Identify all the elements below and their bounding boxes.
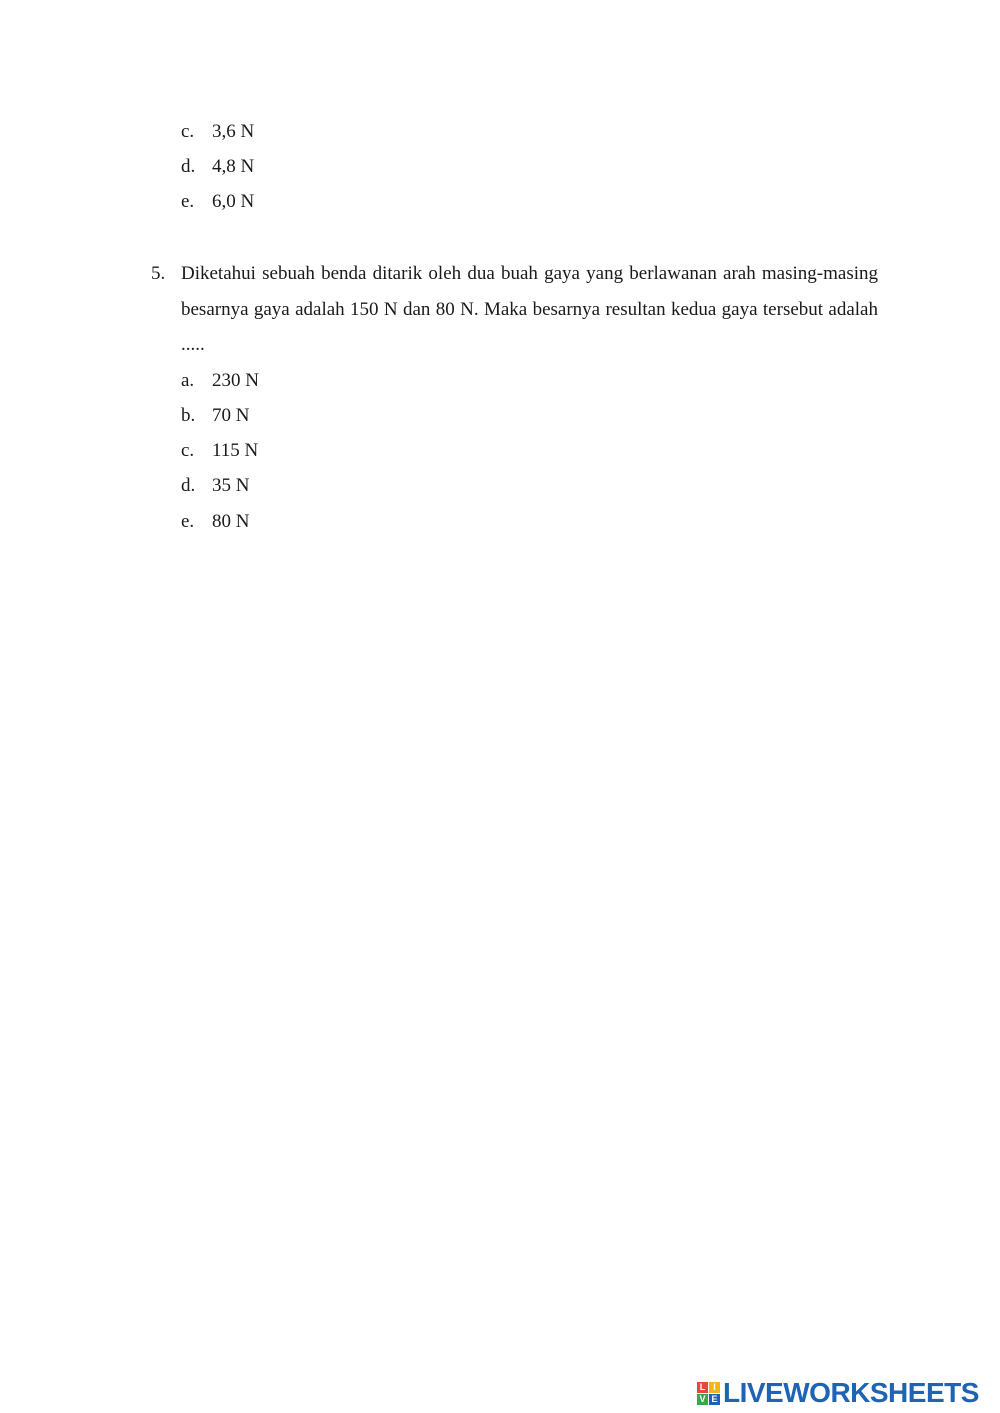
- option-text: 6,0 N: [212, 191, 255, 212]
- logo-letter-l: L: [697, 1382, 708, 1393]
- liveworksheets-logo[interactable]: [697, 1378, 979, 1408]
- q5-option-a[interactable]: [181, 369, 259, 393]
- option-text: 80 N: [212, 511, 250, 532]
- option-letter: d.: [181, 475, 196, 496]
- option-letter: a.: [181, 370, 195, 391]
- q5-option-e[interactable]: [181, 510, 249, 534]
- q4-option-e[interactable]: [181, 190, 254, 214]
- option-letter: e.: [181, 511, 195, 532]
- option-text: 35 N: [212, 475, 250, 496]
- logo-brand-text: LIVEWORKSHEETS: [723, 1377, 979, 1408]
- option-text: 115 N: [212, 440, 259, 461]
- question-5-number: 5.: [151, 263, 166, 284]
- logo-letter-e: E: [709, 1394, 720, 1405]
- option-text: 4,8 N: [212, 156, 255, 177]
- logo-letter-v: V: [697, 1394, 708, 1405]
- option-letter: b.: [181, 405, 196, 426]
- option-letter: e.: [181, 191, 195, 212]
- option-text: 230 N: [212, 370, 259, 391]
- option-letter: d.: [181, 156, 196, 177]
- question-5-text: Diketahui sebuah benda ditarik oleh dua buah gaya yang berlawanan arah masing-masing besarnya gaya adalah 150 N dan 80 N. Maka besarnya resultan kedua gaya tersebut adalah .....: [181, 263, 878, 355]
- q4-option-d[interactable]: [181, 155, 254, 179]
- q5-option-d[interactable]: [181, 474, 249, 498]
- option-letter: c.: [181, 121, 195, 142]
- q4-option-c[interactable]: [181, 120, 254, 144]
- logo-letter-i: I: [709, 1382, 720, 1393]
- option-text: 3,6 N: [212, 121, 255, 142]
- live-logo-icon: [697, 1382, 720, 1405]
- q5-option-c[interactable]: [181, 439, 258, 463]
- q5-option-b[interactable]: [181, 404, 249, 428]
- option-text: 70 N: [212, 405, 250, 426]
- option-letter: c.: [181, 440, 195, 461]
